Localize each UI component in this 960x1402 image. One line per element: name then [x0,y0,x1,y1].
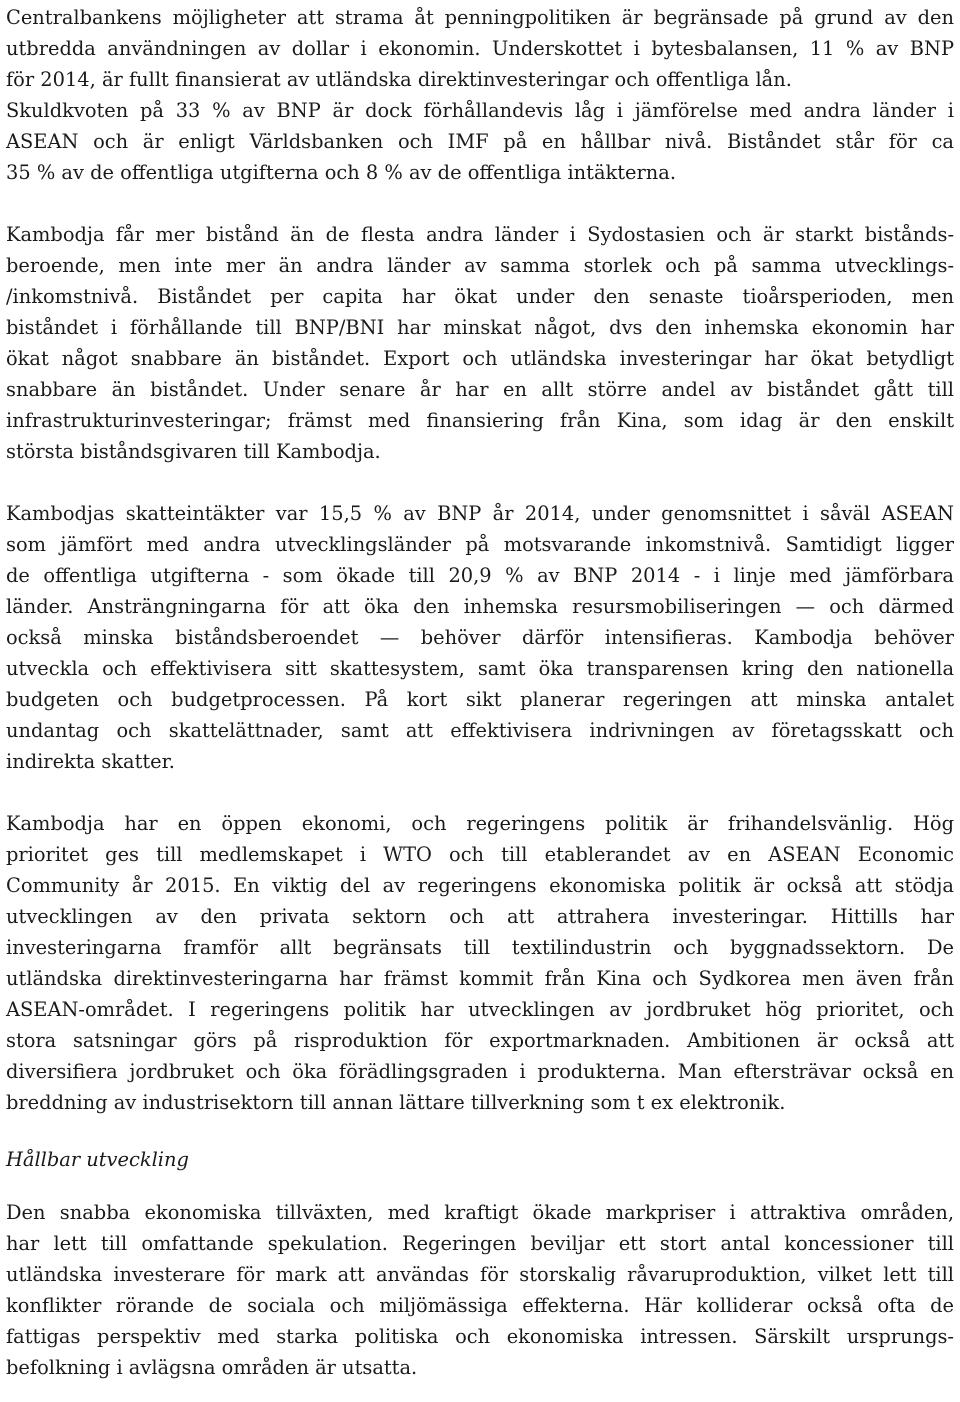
paragraph-aid-dependence [6,219,954,467]
text-line: Kambodjas skatteintäkter var 15,5 % av BNP år 2014, under genomsnittet i såväl ASEAN [6,502,954,525]
text-line: 35 % av de offentliga utgifterna och 8 % av de offentliga intäkterna. [6,161,677,184]
text-line: största biståndsgivaren till Kambodja. [6,440,381,463]
text-line: som jämfört med andra utvecklingsländer på motsvarande inkomstnivå. Samtidigt ligger [6,533,954,556]
text-line: Skuldkvoten på 33 % av BNP är dock förhållandevis låg i jämförelse med andra länder i [6,99,954,122]
text-line: konflikter rörande de sociala och miljömässiga effekterna. Här kolliderar också ofta de [6,1294,954,1317]
text-line: också minska biståndsberoendet — behöver därför intensifieras. Kambodja behöver [6,626,954,649]
section-heading: Hållbar utveckling [6,1148,189,1171]
text-line: ökat något snabbare än biståndet. Export och utländska investeringar har ökat betydligt [6,347,954,370]
text-line: Kambodja har en öppen ekonomi, och regeringens politik är frihandelsvänlig. Hög [6,812,954,835]
text-line: ASEAN-området. I regeringens politik har utvecklingen av jordbruket hög prioritet, och [6,998,954,1021]
text-line: breddning av industrisektorn till annan lättare tillverkning som t ex elektronik. [6,1091,786,1114]
text-line: för 2014, är fullt finansierat av utländska direktinvesteringar och offentliga lån. [6,68,792,91]
text-line: indirekta skatter. [6,750,175,773]
text-line: infrastrukturinvesteringar; främst med finansiering från Kina, som idag är den enskilt [6,409,954,432]
text-line: utveckla och effektivisera sitt skattesystem, samt öka transparensen kring den nationella [6,657,954,680]
text-line: utländska investerare för mark att användas för storskalig råvaruproduktion, vilket lett till [6,1263,954,1286]
text-line: Centralbankens möjligheter att strama åt penningpolitiken är begränsade på grund av den [6,6,954,29]
text-line: utbredda användningen av dollar i ekonomin. Underskottet i bytesbalansen, 11 % av BNP [6,37,954,60]
text-line: investeringarna framför allt begränsats till textilindustrin och byggnadssektorn. De [6,936,954,959]
paragraph-tax-revenue [6,498,954,777]
text-line: fattigas perspektiv med starka politiska och ekonomiska intressen. Särskilt ursprungs- [6,1325,954,1348]
paragraph-open-economy [6,808,954,1118]
text-line: stora satsningar görs på risproduktion för exportmarknaden. Ambitionen är också att [6,1029,954,1052]
text-line: Kambodja får mer bistånd än de flesta andra länder i Sydostasien och är starkt bistånds- [6,223,954,246]
text-line: utvecklingen av den privata sektorn och att attrahera investeringar. Hittills har [6,905,954,928]
text-line: prioritet ges till medlemskapet i WTO och till etablerandet av en ASEAN Economic [6,843,954,866]
text-line: de offentliga utgifterna - som ökade till 20,9 % av BNP 2014 - i linje med jämförbara [6,564,954,587]
text-line: Community år 2015. En viktig del av regeringens ekonomiska politik är också att stödja [6,874,954,897]
paragraph-monetary-policy [6,2,954,188]
text-line: snabbare än biståndet. Under senare år har en allt större andel av biståndet gått till [6,378,954,401]
text-line: har lett till omfattande spekulation. Regeringen beviljar ett stort antal koncessioner till [6,1232,954,1255]
text-line: länder. Ansträngningarna för att öka den inhemska resursmobiliseringen — och därmed [6,595,954,618]
text-line: budgeten och budgetprocessen. På kort sikt planerar regeringen att minska antalet [6,688,954,711]
paragraph-sustainable-development [6,1197,954,1383]
text-line: utländska direktinvesteringarna har främst kommit från Kina och Sydkorea men även från [6,967,954,990]
text-line: diversifiera jordbruket och öka förädlingsgraden i produkterna. Man eftersträvar också en [6,1060,954,1083]
text-line: biståndet i förhållande till BNP/BNI har minskat något, dvs den inhemska ekonomin har [6,316,954,339]
text-line: undantag och skattelättnader, samt att effektivisera indrivningen av företagsskatt och [6,719,954,742]
text-line: befolkning i avlägsna områden är utsatta. [6,1356,418,1379]
text-line: Den snabba ekonomiska tillväxten, med kraftigt ökade markpriser i attraktiva områden, [6,1201,954,1224]
text-line: beroende, men inte mer än andra länder av samma storlek och på samma utvecklings- [6,254,954,277]
text-line: /inkomstnivå. Biståndet per capita har ökat under den senaste tioårsperioden, men [6,285,954,308]
text-line: ASEAN och är enligt Världsbanken och IMF på en hållbar nivå. Biståndet står för ca [6,130,954,153]
